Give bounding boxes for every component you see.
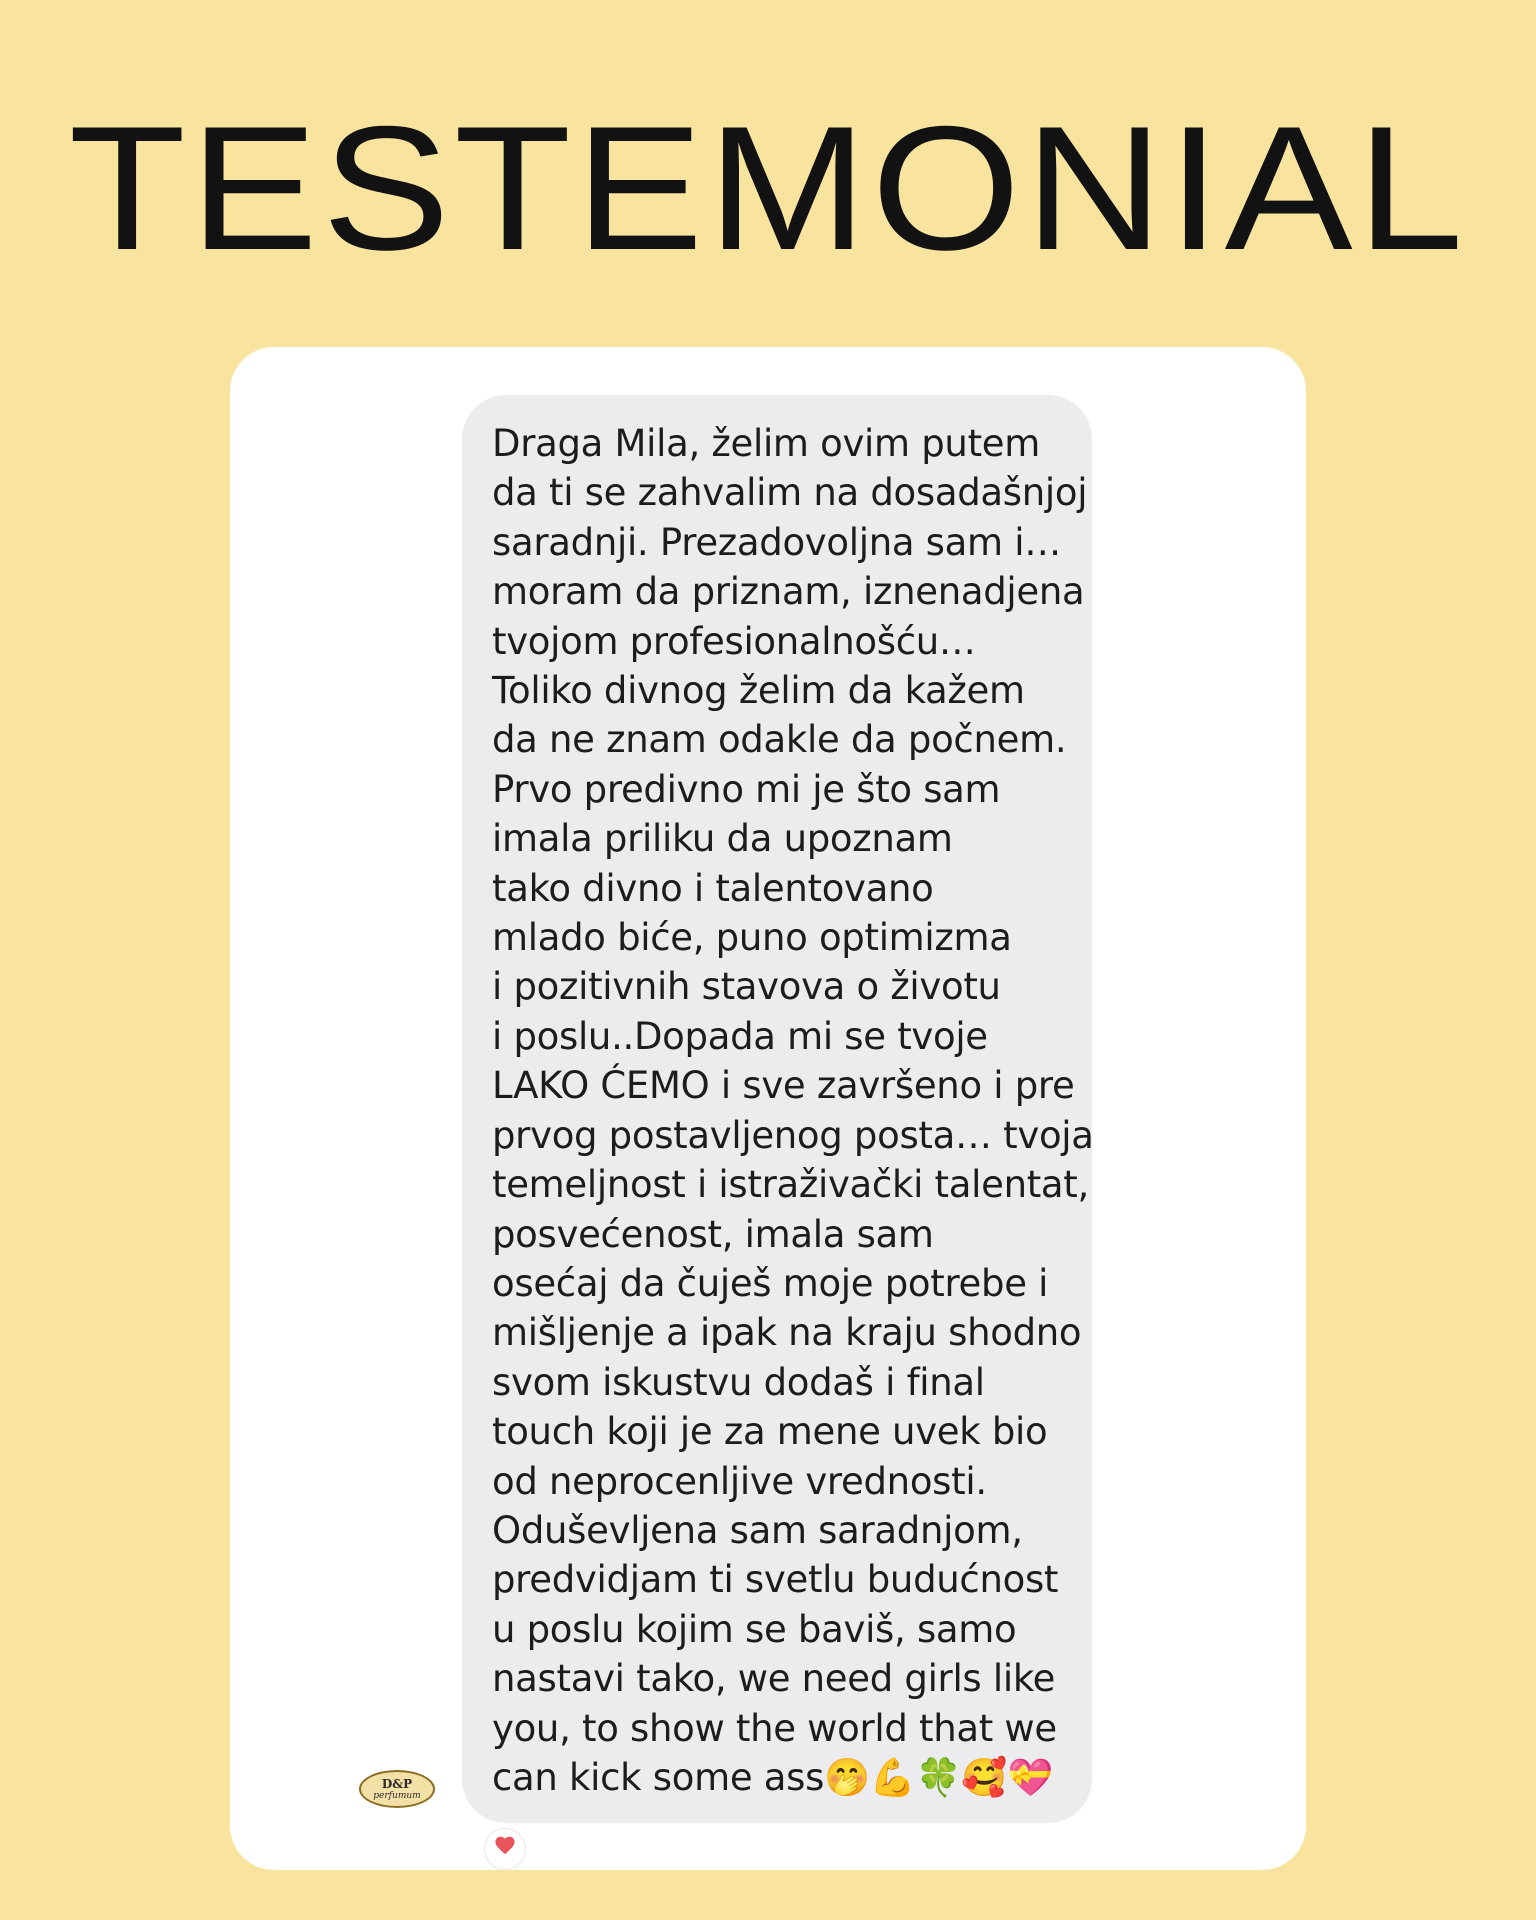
message-line: prvog postavljenog posta… tvoja (492, 1113, 1094, 1157)
message-line: svom iskustvu dodaš i final (492, 1360, 985, 1404)
reaction-badge[interactable] (485, 1829, 525, 1869)
message-line: you, to show the world that we (492, 1706, 1057, 1750)
heart-icon (494, 1835, 516, 1855)
message-line: imala priliku da upoznam (492, 817, 953, 861)
avatar-subtext: perfumum (373, 1790, 421, 1801)
message-line: mlado biće, puno optimizma (492, 916, 1012, 960)
message-line: can kick some ass🤭💪🍀🥰💝 (492, 1755, 1053, 1799)
message-line: mišljenje a ipak na kraju shodno (492, 1311, 1082, 1355)
message-line: tako divno i talentovano (492, 866, 934, 910)
message-line: i pozitivnih stavova o životu (492, 965, 1001, 1009)
message-screenshot-card (230, 347, 1306, 1870)
message-line: Toliko divnog želim da kažem (492, 669, 1025, 713)
message-line: od neprocenljive vrednosti. (492, 1459, 987, 1503)
message-line: da ti se zahvalim na dosadašnjoj (492, 471, 1088, 515)
message-bubble[interactable] (462, 395, 1092, 1823)
message-line: nastavi tako, we need girls like (492, 1657, 1056, 1701)
message-line: Oduševljena sam saradnjom, (492, 1508, 1023, 1552)
message-line: LAKO ĆEMO i sve završeno i pre (492, 1064, 1075, 1108)
sender-avatar[interactable] (359, 1770, 435, 1808)
message-line: tvojom profesionalnošću… (492, 619, 976, 663)
avatar-brand-text: D&P (381, 1776, 413, 1791)
message-line: Prvo predivno mi je što sam (492, 767, 1001, 811)
message-line: saradnji. Prezadovoljna sam i… (492, 520, 1061, 564)
message-line: da ne znam odakle da počnem. (492, 718, 1067, 762)
page-title: TESTEMONIAL (68, 88, 1468, 287)
message-line: temeljnost i istraživački talentat, (492, 1163, 1089, 1207)
message-line: moram da priznam, iznenadjena (492, 570, 1085, 614)
message-line: touch koji je za mene uvek bio (492, 1410, 1048, 1454)
message-line: i poslu..Dopada mi se tvoje (492, 1014, 988, 1058)
message-line: posvećenost, imala sam (492, 1212, 934, 1256)
message-line: Draga Mila, želim ovim putem (492, 422, 1040, 465)
message-line: u poslu kojim se baviš, samo (492, 1607, 1017, 1651)
message-line: predvidjam ti svetlu budućnost (492, 1558, 1059, 1602)
message-line: osećaj da čuješ moje potrebe i (492, 1261, 1049, 1305)
